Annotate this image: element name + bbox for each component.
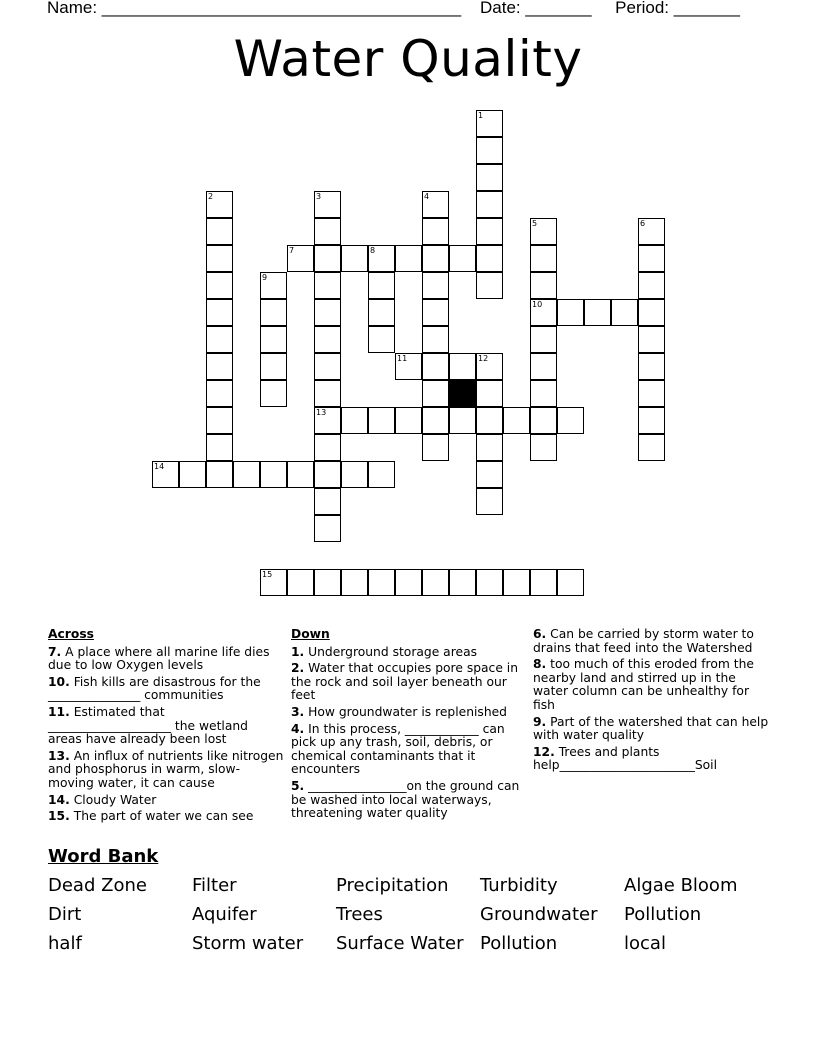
clue-number-label: 1: [478, 111, 484, 120]
answer-square[interactable]: [557, 299, 584, 326]
answer-square[interactable]: [476, 353, 503, 380]
answer-square[interactable]: [314, 515, 341, 542]
answer-square[interactable]: [638, 245, 665, 272]
clue-text: Underground storage areas: [304, 644, 478, 659]
answer-square[interactable]: [395, 569, 422, 596]
clue-number: 11.: [48, 704, 70, 719]
word-bank-word: Trees: [336, 904, 383, 925]
clue-text: The part of water we can see: [69, 809, 254, 824]
answer-square[interactable]: [530, 434, 557, 461]
clue-number: 1.: [291, 644, 305, 659]
answer-square[interactable]: [476, 434, 503, 461]
period-line[interactable]: Period: _______: [615, 0, 740, 17]
clue-text: too much of this eroded from the nearby land and stirred up in the water column can be unhealthy for fish: [533, 657, 754, 712]
answer-square[interactable]: [530, 353, 557, 380]
answer-square[interactable]: [314, 272, 341, 299]
answer-square[interactable]: [206, 245, 233, 272]
answer-square[interactable]: [206, 218, 233, 245]
answer-square[interactable]: [206, 380, 233, 407]
clue-text: Trees and plants help______________________Soil: [533, 744, 718, 773]
clue-number-label: 9: [262, 273, 268, 282]
answer-square[interactable]: [449, 569, 476, 596]
page-title: Water Quality: [233, 30, 583, 88]
word-bank-word: Storm water: [192, 933, 304, 954]
answer-square[interactable]: [476, 245, 503, 272]
answer-square[interactable]: [476, 191, 503, 218]
answer-square[interactable]: [449, 353, 476, 380]
word-bank-word: Surface Water: [336, 933, 464, 954]
answer-square[interactable]: [638, 407, 665, 434]
answer-square[interactable]: [638, 272, 665, 299]
answer-square[interactable]: [314, 488, 341, 515]
clue-number: 7.: [48, 644, 62, 659]
answer-square[interactable]: [422, 326, 449, 353]
answer-square[interactable]: [395, 245, 422, 272]
word-bank-word: Algae Bloom: [624, 875, 738, 896]
answer-square[interactable]: [260, 353, 287, 380]
answer-square[interactable]: [368, 299, 395, 326]
clue-item: [48, 750, 284, 791]
answer-square[interactable]: [341, 245, 368, 272]
answer-square[interactable]: [206, 299, 233, 326]
answer-square[interactable]: [368, 272, 395, 299]
answer-square[interactable]: [206, 353, 233, 380]
clue-text: Cloudy Water: [69, 792, 157, 807]
clue-number: 15.: [48, 809, 70, 824]
answer-square[interactable]: [395, 407, 422, 434]
answer-square[interactable]: [422, 218, 449, 245]
answer-square[interactable]: [638, 218, 665, 245]
down-heading: Down: [291, 627, 330, 641]
answer-square[interactable]: [260, 569, 287, 596]
answer-square[interactable]: [368, 569, 395, 596]
answer-square[interactable]: [341, 407, 368, 434]
clue-number-label: 7: [289, 246, 295, 255]
answer-square[interactable]: [476, 380, 503, 407]
answer-square[interactable]: [503, 407, 530, 434]
answer-square[interactable]: [422, 191, 449, 218]
clue-number: 14.: [48, 792, 70, 807]
word-bank-word: Aquifer: [192, 904, 257, 925]
clue-number-label: 3: [316, 192, 322, 201]
answer-square[interactable]: [638, 353, 665, 380]
answer-square[interactable]: [260, 272, 287, 299]
clue-number: 2.: [291, 661, 305, 676]
answer-square[interactable]: [557, 569, 584, 596]
word-bank-word: Turbidity: [480, 875, 558, 896]
clue-text: Estimated that ____________________ the wetland areas have already been lost: [48, 704, 248, 747]
answer-square[interactable]: [368, 407, 395, 434]
answer-square[interactable]: [449, 245, 476, 272]
clue-item: [291, 662, 527, 703]
across-clues: [48, 628, 284, 827]
answer-square[interactable]: [530, 245, 557, 272]
answer-square[interactable]: [314, 245, 341, 272]
answer-square[interactable]: [530, 380, 557, 407]
clue-number-label: 6: [640, 219, 646, 228]
word-bank-title: Word Bank: [48, 846, 159, 867]
answer-square[interactable]: [422, 380, 449, 407]
clue-item: [48, 794, 284, 808]
word-bank-word: local: [624, 933, 666, 954]
answer-square[interactable]: [314, 191, 341, 218]
word-bank-word: Pollution: [624, 904, 702, 925]
answer-square[interactable]: [179, 461, 206, 488]
clue-item: [291, 723, 527, 777]
clue-number: 3.: [291, 704, 305, 719]
answer-square[interactable]: [341, 461, 368, 488]
clue-item: [291, 780, 527, 821]
answer-square[interactable]: [206, 407, 233, 434]
answer-square[interactable]: [314, 434, 341, 461]
word-bank-word: Dead Zone: [48, 875, 147, 896]
answer-square[interactable]: [314, 353, 341, 380]
answer-square[interactable]: [422, 299, 449, 326]
clue-text: How groundwater is replenished: [304, 704, 507, 719]
clue-text: An influx of nutrients like nitrogen and phosphorus in warm, slow-moving water, it can cause: [48, 748, 284, 790]
date-line[interactable]: Date: _______: [479, 0, 592, 17]
word-bank-word: Filter: [192, 875, 237, 896]
answer-square[interactable]: [341, 569, 368, 596]
clue-number-label: 10: [532, 300, 543, 309]
clue-number-label: 8: [370, 246, 376, 255]
clue-number: 8.: [533, 657, 547, 672]
answer-square[interactable]: [530, 569, 557, 596]
answer-square[interactable]: [584, 299, 611, 326]
word-bank-word: Precipitation: [336, 875, 449, 896]
answer-square[interactable]: [476, 218, 503, 245]
answer-square[interactable]: [476, 488, 503, 515]
answer-square[interactable]: [260, 461, 287, 488]
name-line[interactable]: Name: ______________________________________: [47, 0, 462, 17]
clue-text: ________________on the ground can be washed into local waterways, threatening water quality: [291, 778, 520, 821]
clue-item: [533, 716, 769, 743]
answer-square[interactable]: [422, 245, 449, 272]
answer-square[interactable]: [476, 407, 503, 434]
clue-text: A place where all marine life dies due to low Oxygen levels: [48, 644, 270, 673]
answer-square[interactable]: [530, 299, 557, 326]
clue-number-label: 13: [316, 408, 327, 417]
clue-item: [533, 746, 769, 773]
across-heading: Across: [48, 627, 94, 641]
answer-square[interactable]: [260, 326, 287, 353]
clue-item: [291, 646, 527, 660]
answer-square[interactable]: [557, 407, 584, 434]
answer-square[interactable]: [206, 191, 233, 218]
answer-square[interactable]: [287, 245, 314, 272]
answer-square[interactable]: [422, 569, 449, 596]
clue-item: [291, 706, 527, 720]
answer-square[interactable]: [530, 218, 557, 245]
answer-square[interactable]: [422, 272, 449, 299]
clue-number: 9.: [533, 714, 547, 729]
answer-square[interactable]: [314, 461, 341, 488]
answer-square[interactable]: [233, 461, 260, 488]
clue-number: 13.: [48, 748, 70, 763]
clue-item: [533, 628, 769, 655]
answer-square[interactable]: [395, 353, 422, 380]
answer-square[interactable]: [206, 326, 233, 353]
answer-square[interactable]: [206, 272, 233, 299]
answer-square[interactable]: [368, 245, 395, 272]
clue-item: [48, 706, 284, 747]
clue-number: 10.: [48, 674, 70, 689]
answer-square[interactable]: [206, 461, 233, 488]
answer-square[interactable]: [611, 299, 638, 326]
answer-square[interactable]: [152, 461, 179, 488]
clue-item: [533, 658, 769, 712]
clue-item: [48, 646, 284, 673]
answer-square[interactable]: [314, 218, 341, 245]
answer-square[interactable]: [476, 137, 503, 164]
answer-square[interactable]: [476, 164, 503, 191]
answer-square[interactable]: [503, 569, 530, 596]
clue-number: 6.: [533, 627, 547, 641]
word-bank-word: Dirt: [48, 904, 82, 925]
clue-number-label: 4: [424, 192, 430, 201]
answer-square[interactable]: [530, 407, 557, 434]
answer-square[interactable]: [422, 434, 449, 461]
answer-square[interactable]: [260, 299, 287, 326]
clue-number: 5.: [291, 778, 305, 793]
clue-text: Part of the watershed that can help with water quality: [533, 714, 769, 743]
answer-square[interactable]: [314, 407, 341, 434]
answer-square[interactable]: [314, 299, 341, 326]
answer-square[interactable]: [476, 461, 503, 488]
word-bank-word: Groundwater: [480, 904, 598, 925]
answer-square[interactable]: [287, 461, 314, 488]
answer-square[interactable]: [638, 326, 665, 353]
clue-number-label: 12: [478, 354, 489, 363]
word-bank: [48, 874, 788, 955]
down-clues-continued: [533, 628, 769, 776]
answer-square[interactable]: [368, 326, 395, 353]
clue-number-label: 2: [208, 192, 214, 201]
clue-number: 12.: [533, 744, 555, 759]
answer-square[interactable]: [638, 434, 665, 461]
answer-square[interactable]: [476, 569, 503, 596]
word-bank-word: Pollution: [480, 933, 558, 954]
answer-square[interactable]: [530, 326, 557, 353]
clue-number: 4.: [291, 721, 305, 736]
clue-number-label: 15: [262, 570, 273, 579]
clue-item: [48, 810, 284, 824]
answer-square[interactable]: [368, 461, 395, 488]
clue-text: Fish kills are disastrous for the _______________ communities: [48, 674, 261, 703]
answer-square[interactable]: [638, 299, 665, 326]
clue-text: In this process, ____________ can pick up any trash, soil, debris, or chemical contaminants that it encounters: [291, 721, 505, 777]
clue-text: Water that occupies pore space in the rock and soil layer beneath our feet: [291, 661, 519, 703]
answer-square[interactable]: [314, 569, 341, 596]
word-bank-word: half: [48, 933, 82, 954]
answer-square[interactable]: [260, 380, 287, 407]
answer-square[interactable]: [206, 434, 233, 461]
clue-text: Can be carried by storm water to drains that feed into the Watershed: [533, 627, 754, 655]
clue-number-label: 5: [532, 219, 538, 228]
blocked-square: [449, 380, 476, 407]
answer-square[interactable]: [476, 110, 503, 137]
answer-square[interactable]: [287, 569, 314, 596]
clue-item: [48, 676, 284, 703]
clue-number-label: 14: [154, 462, 165, 471]
clue-number-label: 11: [397, 354, 408, 363]
answer-square[interactable]: [476, 272, 503, 299]
answer-square[interactable]: [530, 272, 557, 299]
answer-square[interactable]: [422, 407, 449, 434]
answer-square[interactable]: [314, 326, 341, 353]
answer-square[interactable]: [638, 380, 665, 407]
answer-square[interactable]: [449, 407, 476, 434]
answer-square[interactable]: [314, 380, 341, 407]
down-clues: [291, 628, 527, 824]
answer-square[interactable]: [422, 353, 449, 380]
